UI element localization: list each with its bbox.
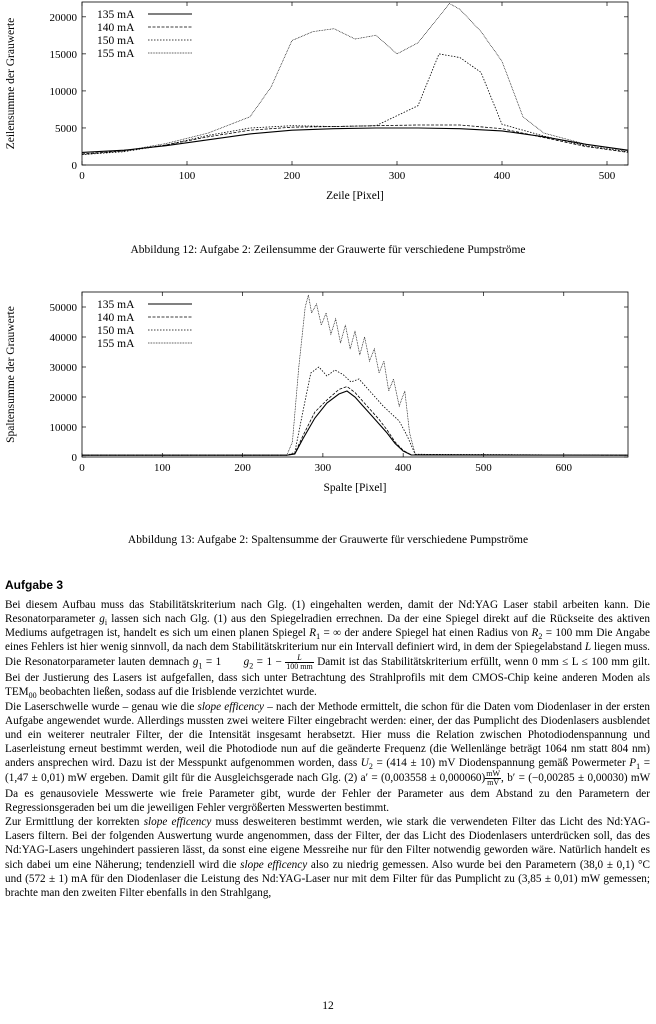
fig1-legend-label: 150 mA: [97, 35, 135, 47]
fig2-x-tick-label: 0: [79, 462, 85, 474]
fig1-legend-label: 135 mA: [97, 9, 135, 21]
fig1-series-line-150-ma: [82, 54, 628, 155]
fig1-y-tick-label: 15000: [49, 48, 77, 61]
fig2-y-tick-label: 30000: [49, 362, 77, 374]
body-text: [5, 598, 650, 900]
fig2-x-tick-label: 400: [394, 462, 412, 474]
fig1-plot-frame: [82, 2, 628, 165]
figure-13-caption: Abbildung 13: Aufgabe 2: Spaltensumme der Grauwerte für verschiedene Pumpströme: [127, 534, 529, 546]
fig2-x-axis-label: Spalte [Pixel]: [323, 482, 387, 494]
paragraph-filters: Zur Ermittlung der korrekten slope efficency muss desweiteren bestimmt werden, wie stark die verwendeten Filter das Licht des Nd:YAG-Lasers filtern. Bei der folgenden Auswertung wurde angenommen, dass der Filter, der das Licht des Diodenlasers unterdrücken soll, das des Nd:YAG-Lasers ungehindert passieren lässt, da sonst eine eigene Messreihe nur für den Filter notwendig geworden wäre. Natürlich handelt es sich dabei um eine Näherung; tendenziell wird die slope efficency also zu niedrig gemessen. Also wurde bei den Parametern (38,0 ± 0,1) °C und (572 ± 1) mA für den Diodenlaser die Leistung des Nd:YAG-Laser nur mit dem Filter für das Pumplicht zu (3,85 ± 0,01) mW gemessen; brachte man den zweiten Filter ebenfalls in den Strahlgang,: [5, 816, 650, 899]
fig1-legend-label: 155 mA: [97, 48, 135, 60]
fraction-mw-over-mv: $\frac{mW}{mV}$: [486, 769, 501, 788]
fig1-x-axis-label: Zeile [Pixel]: [326, 190, 384, 202]
fig2-legend-label: 135 mA: [97, 299, 135, 311]
fig2-x-tick-label: 100: [154, 462, 171, 474]
fig1-series-line-155-ma: [82, 4, 628, 155]
fig1-x-tick-label: 300: [388, 170, 406, 182]
fig1-legend-label: 140 mA: [97, 22, 135, 34]
figure-13-svg: [0, 282, 656, 507]
fig2-x-tick-label: 300: [314, 462, 332, 474]
fraction-l-over-100mm: $\frac{L}{100 mm}$: [286, 653, 313, 672]
fig1-y-tick-label: 20000: [49, 11, 77, 24]
fig2-y-tick-label: 50000: [49, 302, 77, 314]
section-heading: Aufgabe 3: [5, 578, 64, 592]
fig1-x-tick-label: 100: [178, 170, 196, 182]
fig2-series-line-150-ma: [82, 367, 628, 455]
fig2-y-tick-label: 10000: [49, 422, 77, 434]
figure-13-chart: [0, 282, 656, 507]
fig2-x-tick-label: 500: [475, 462, 492, 474]
fig1-y-tick-label: 0: [71, 160, 77, 172]
fig1-y-axis-label: Zeilensumme der Grauwerte: [5, 17, 17, 150]
fig2-series-line-155-ma: [82, 295, 628, 455]
fig2-y-tick-label: 20000: [49, 392, 77, 404]
paragraph-stability: Bei diesem Aufbau muss das Stabilitätskriterium nach Glg. (1) eingehalten werden, damit der Nd:YAG Laser stabil arbeiten kann. Die Resonatorparameter $g_i$ lassen sich nach Glg. (1) aus den Spiegelradien errechnen. Da der eine Spiegel direkt auf die Rückseite des aktiven Mediums aufgetragen ist, handelt es sich um einen planen Spiegel $R_1$ = ∞ der andere Spiegel hat einen Radius von $R_2 = 100$ mm Die Angabe eines Fehlers ist hier wenig sinnvoll, da nach dem Stabilitätskriterium nur ein Intervall definiert wird, in dem der Spiegelabstand L liegen muss. Die Resonatorparameter lauten demnach $g_1 = 1$ $g_2 = 1$ − $\frac{L}{100 mm}$ Damit ist das Stabilitätskriterium erfüllt, wenn 0 mm ≤ L ≤ 100 mm gilt. Bei der Justierung des Lasers ist aufgefallen, dass sich unter Betrachtung des Strahlprofils mit dem CMOS-Chip keine anderen Moden als $TEM_{00}$ beobachten ließen, sodass auf die Irisblende verzichtet wurde.: [5, 599, 651, 701]
fig1-x-tick-label: 400: [493, 170, 511, 182]
figure-12-caption: Abbildung 12: Aufgabe 2: Zeilensumme der Grauwerte für verschiedene Pumpströme: [130, 244, 526, 256]
fig2-y-tick-label: 40000: [49, 332, 77, 344]
fig2-legend-label: 155 mA: [97, 338, 135, 350]
fig2-x-tick-label: 600: [555, 462, 573, 474]
fig2-series-line-135-ma: [82, 391, 628, 455]
fig2-x-tick-label: 200: [234, 462, 251, 474]
page-number: 12: [322, 1000, 334, 1012]
fig1-series-line-135-ma: [82, 128, 628, 152]
fig1-x-tick-label: 500: [598, 170, 616, 182]
fig1-y-tick-label: 5000: [55, 122, 77, 135]
figure-12-svg: [0, 0, 656, 220]
fig2-y-axis-label: Spaltensumme der Grauwerte: [5, 306, 17, 443]
fig1-y-tick-label: 10000: [49, 85, 77, 98]
paragraph-threshold: Die Laserschwelle wurde – genau wie die slope efficency – nach der Methode ermittelt, die schon für die Daten vom Diodenlaser in der ersten Aufgabe angewendet wurde. Allerdings mussten zwei weitere Filter eingebracht werden: einer, der das Pumplicht des Diodenlasers ausblendet und ein weiterer neutraler Filter, der die Intensität insgesamt herabsetzt. Hier muss die Relation zwischen Photodiodenspannung und Laserleistung erneut bestimmt werden, weil die Photodiode nun auf die geänderte Frequenz (die Wellenlänge beträgt 1064 nm statt 804 nm) anders ansprechen wird. Dazu ist der Messpunkt aufgenommen worden, dass $U_2 = (414 \pm 10)$ mV Diodenspannung gemäß Powermeter $P_1 = (1,47 \pm 0,01)$ mW ergeben. Damit gilt für die Ausgleichsgerade nach Glg. (2) a′ = (0,003558 ± 0,000060) $\frac{mW}{mV}$ , b′ = (−0,00285 ± 0,00030) mW Da es genausoviele Messwerte wie freie Parameter gibt, wurde der Fehler der Parameter aus dem Abstand zu den Parametern der Regressionsgeraden bei um die jeweiligen Fehler vergrößerten Messwerten bestimmt.: [5, 700, 650, 815]
figure-12-chart: [0, 0, 656, 220]
fig1-x-tick-label: 200: [283, 170, 301, 182]
fig2-y-tick-label: 0: [71, 452, 77, 464]
fig2-legend-label: 150 mA: [97, 325, 135, 337]
fig1-x-tick-label: 0: [79, 170, 85, 182]
fig1-series-line-140-ma: [82, 125, 628, 154]
fig2-legend-label: 140 mA: [97, 312, 135, 324]
